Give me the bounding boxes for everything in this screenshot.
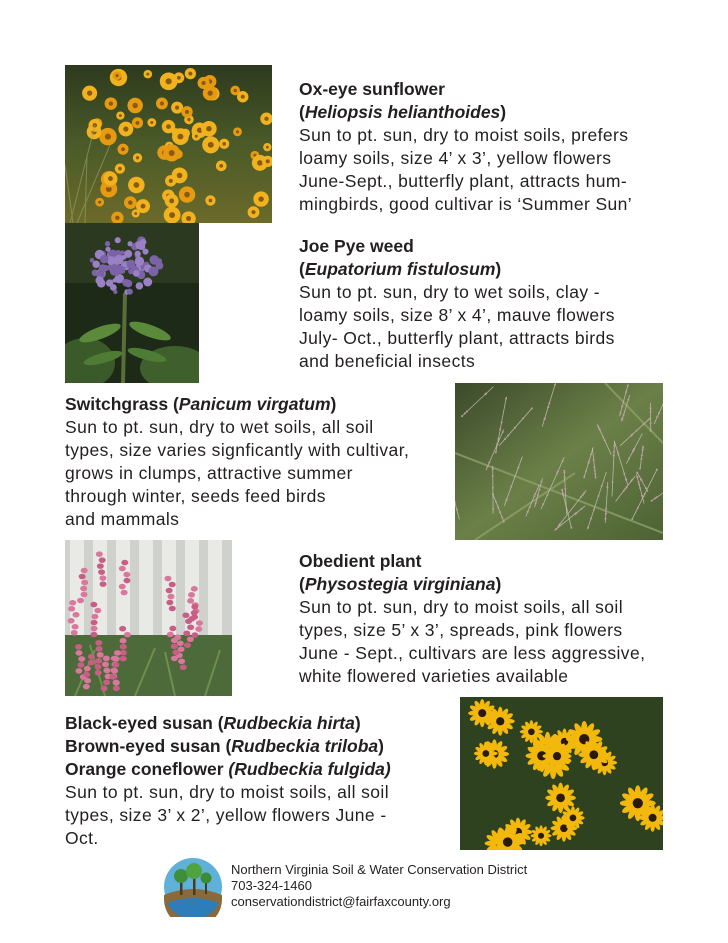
rudbeckia-desc-line: Oct. (65, 828, 99, 848)
oxeye-desc-line: June-Sept., butterfly plant, attracts hum- (299, 171, 628, 191)
switchgrass-desc-line: grows in clumps, attractive summer (65, 463, 353, 483)
switchgrass-desc-line: and mammals (65, 509, 180, 529)
switchgrass-desc-line: types, size varies signficantly with cultivar, (65, 440, 410, 460)
footer-email: conservationdistrict@fairfaxcounty.org (231, 894, 451, 909)
joe-pye-weed-block (299, 235, 615, 373)
oxeye-scientific-name: (Heliopsis helianthoides) (299, 102, 507, 122)
joe-pye-weed-photo (65, 223, 199, 383)
oxeye-desc-line: loamy soils, size 4’ x 3’, yellow flowers (299, 148, 612, 168)
joepye-desc-line: loamy soils, size 8’ x 4’, mauve flowers (299, 305, 615, 325)
switchgrass-desc-line: Sun to pt. sun, dry to wet soils, all soil (65, 417, 374, 437)
obedient-desc-line: Sun to pt. sun, dry to moist soils, all soil (299, 597, 623, 617)
rudbeckia-name: Black-eyed susan (Rudbeckia hirta) (65, 713, 361, 733)
joepye-scientific-name: (Eupatorium fistulosum) (299, 259, 502, 279)
switchgrass-photo (455, 383, 663, 540)
obedient-plant-photo (65, 540, 232, 696)
obedient-desc-line: June - Sept., cultivars are less aggressive, (299, 643, 646, 663)
rudbeckia-desc-line: Sun to pt. sun, dry to moist soils, all soil (65, 782, 389, 802)
joepye-common-name: Joe Pye weed (299, 236, 414, 256)
black-eyed-susan-photo (460, 697, 663, 850)
rudbeckia-desc-line: types, size 3’ x 2’, yellow flowers June - (65, 805, 387, 825)
obedient-plant-block (299, 550, 645, 688)
obedient-common-name: Obedient plant (299, 551, 422, 571)
joepye-desc-line: and beneficial insects (299, 351, 476, 371)
joepye-desc-line: July- Oct., butterfly plant, attracts birds (299, 328, 615, 348)
switchgrass-name: Switchgrass (Panicum virgatum) (65, 394, 337, 414)
obedient-desc-line: types, size 5’ x 3’, spreads, pink flowers (299, 620, 623, 640)
oxeye-common-name: Ox-eye sunflower (299, 79, 445, 99)
rudbeckia-name: Brown-eyed susan (Rudbeckia triloba) (65, 736, 384, 756)
footer-contact (231, 862, 527, 910)
oxeye-sunflower-block (299, 78, 632, 216)
oxeye-desc-line: mingbirds, good cultivar is ‘Summer Sun’ (299, 194, 633, 214)
rudbeckia-block (65, 712, 391, 850)
oxeye-desc-line: Sun to pt. sun, dry to moist soils, prefers (299, 125, 629, 145)
joepye-desc-line: Sun to pt. sun, dry to wet soils, clay - (299, 282, 600, 302)
footer-org-name: Northern Virginia Soil & Water Conservation District (231, 862, 528, 877)
footer-phone: 703-324-1460 (231, 878, 312, 893)
switchgrass-block (65, 393, 409, 531)
oxeye-sunflower-photo (65, 65, 272, 223)
obedient-scientific-name: (Physostegia virginiana) (299, 574, 502, 594)
rudbeckia-name: Orange coneflower (Rudbeckia fulgida) (65, 759, 391, 779)
district-logo (163, 857, 223, 917)
switchgrass-desc-line: through winter, seeds feed birds (65, 486, 326, 506)
obedient-desc-line: white flowered varieties available (299, 666, 569, 686)
